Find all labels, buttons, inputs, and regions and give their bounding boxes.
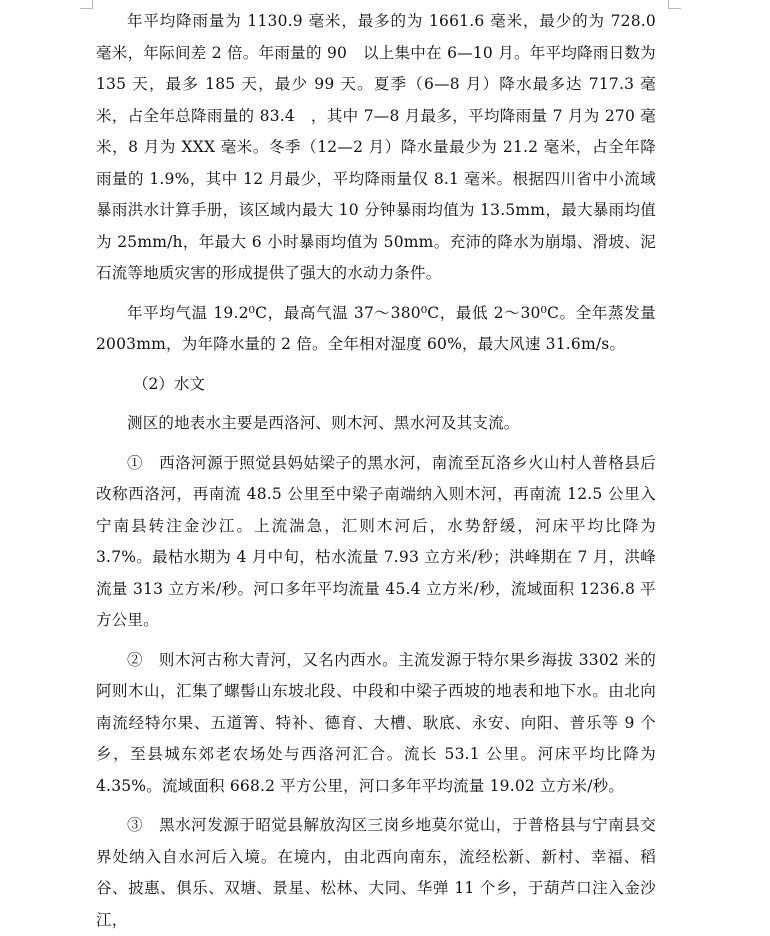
page-margin-corner-mark-left — [80, 0, 93, 9]
paragraph-river-heishui: ③ 黑水河发源于昭觉县解放沟区三岗乡地莫尔觉山，于普格县与宁南县交界处纳入自水河后入境。在境内，由北西向南东，流经松新、新村、幸福、稻谷、披惠、俱乐、双塘、景星、松林、大同、华弹 11 个乡，于葫芦口注入金沙江， — [96, 816, 656, 929]
paragraph-climate-rainfall: 年平均降雨量为 1130.9 毫米，最多的为 1661.6 毫米，最少的为 728.0 毫米，年际间差 2 倍。年雨量的 90 以上集中在 6—10 月。年平均降雨日数为 135 天，最多 185 天，最少 99 天。夏季（6—8 月）降水最多达 717.3 毫米，占全年总降雨量的 83.4 ，其中 7—8 月最多，平均降雨量 7 月为 270 毫米，8 月为 XXX 毫米。冬季（12—2 月）降水量最少为 21.2 毫米，占全年降雨量的 1.9%，其中 12 月最少，平均降雨量仅 8.1 毫米。根据四川省中小流域暴雨洪水计算手册，该区域内最大 10 分钟暴雨均值为 13.5mm，最大暴雨均值为 25mm/h，年最大 6 小时暴雨均值为 50mm。充沛的降水为崩塌、滑坡、泥石流等地质灾害的形成提供了强大的水动力条件。 — [96, 12, 656, 282]
paragraph-river-xiluo: ① 西洛河源于照觉县妈姑梁子的黑水河，南流至瓦洛乡火山村人普格县后改称西洛河，再南流 48.5 公里至中梁子南端纳入则木河，再南流 12.5 公里入宁南县转注金沙江。上流湍急，汇则木河后，水势舒缓，河床平均比降为 3.7%。最枯水期为 4 月中旬，枯水流量 7.93 立方米/秒；洪峰期在 7 月，洪峰流量 313 立方米/秒。河口多年平均流量 45.4 立方米/秒，流域面积 1236.8 平方公里。 — [96, 453, 656, 629]
paragraph-hydrology-intro: 测区的地表水主要是西洛河、则木河、黑水河及其支流。 — [127, 414, 520, 432]
page-margin-corner-mark-right — [668, 0, 681, 9]
document-body — [96, 6, 656, 936]
paragraph-river-zemu: ② 则木河古称大青河，又名内西水。主流发源于特尔果乡海拔 3302 米的阿则木山，汇集了螺髻山东坡北段、中段和中梁子西坡的地表和地下水。由北向南流经特尔果、五道箐、特补、德育、大槽、耿底、永安、向阳、普乐等 9 个乡，至县城东郊老农场处与西洛河汇合。流长 53.1 公里。河床平均比降为 4.35%。流域面积 668.2 平方公里，河口多年平均流量 19.02 立方米/秒。 — [96, 650, 656, 795]
paragraph-climate-temperature: 年平均气温 19.2⁰C，最高气温 37～380⁰C，最低 2～30⁰C。全年蒸发量 2003mm，为年降水量的 2 倍。全年相对湿度 60%，最大风速 31.6m/s。 — [96, 303, 656, 353]
section-heading-hydrology: （2）水文 — [133, 374, 205, 393]
